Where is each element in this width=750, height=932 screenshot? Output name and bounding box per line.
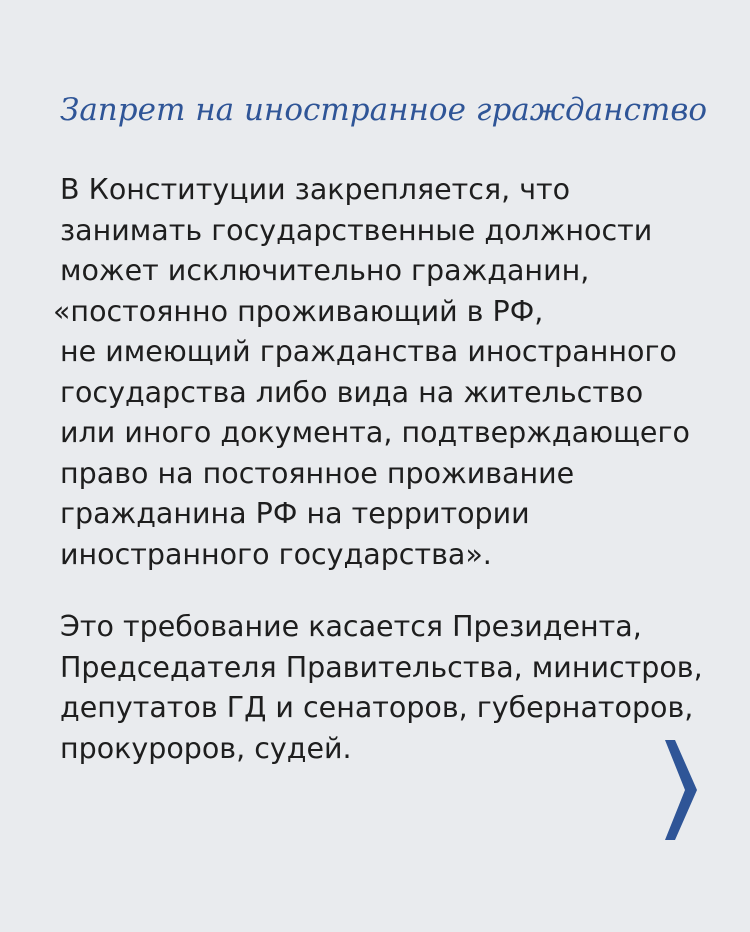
chevron-right-icon[interactable] — [665, 740, 697, 840]
text-line: В Конституции закрепляется, что — [60, 173, 571, 206]
paragraph-constitution-requirement — [53, 170, 690, 575]
text-line: государства либо вида на жительство — [60, 375, 644, 409]
text-line: или иного документа, подтверждающего — [60, 416, 690, 449]
text-line: занимать государственные должности — [60, 213, 653, 247]
page-title: Запрет на иностранное гражданство — [60, 92, 708, 128]
text-line: гражданина РФ на территории — [60, 497, 530, 530]
text-line: депутатов ГД и сенаторов, губернаторов, — [60, 691, 694, 724]
paragraph-affected-positions — [60, 607, 703, 769]
text-line: право на постоянное проживание — [60, 456, 575, 490]
text-line-quote-start: «постоянно проживающий в РФ, — [53, 294, 544, 328]
text-line: Это требование касается Президента, — [60, 610, 642, 643]
text-line: не имеющий гражданства иностранного — [60, 335, 677, 368]
text-line: Председателя Правительства, министров, — [60, 650, 703, 684]
chevron-right-shape — [665, 740, 697, 840]
text-line: иностранного государства». — [60, 537, 492, 571]
text-line: может исключительно гражданин, — [60, 254, 590, 287]
text-line: прокуроров, судей. — [60, 731, 352, 765]
